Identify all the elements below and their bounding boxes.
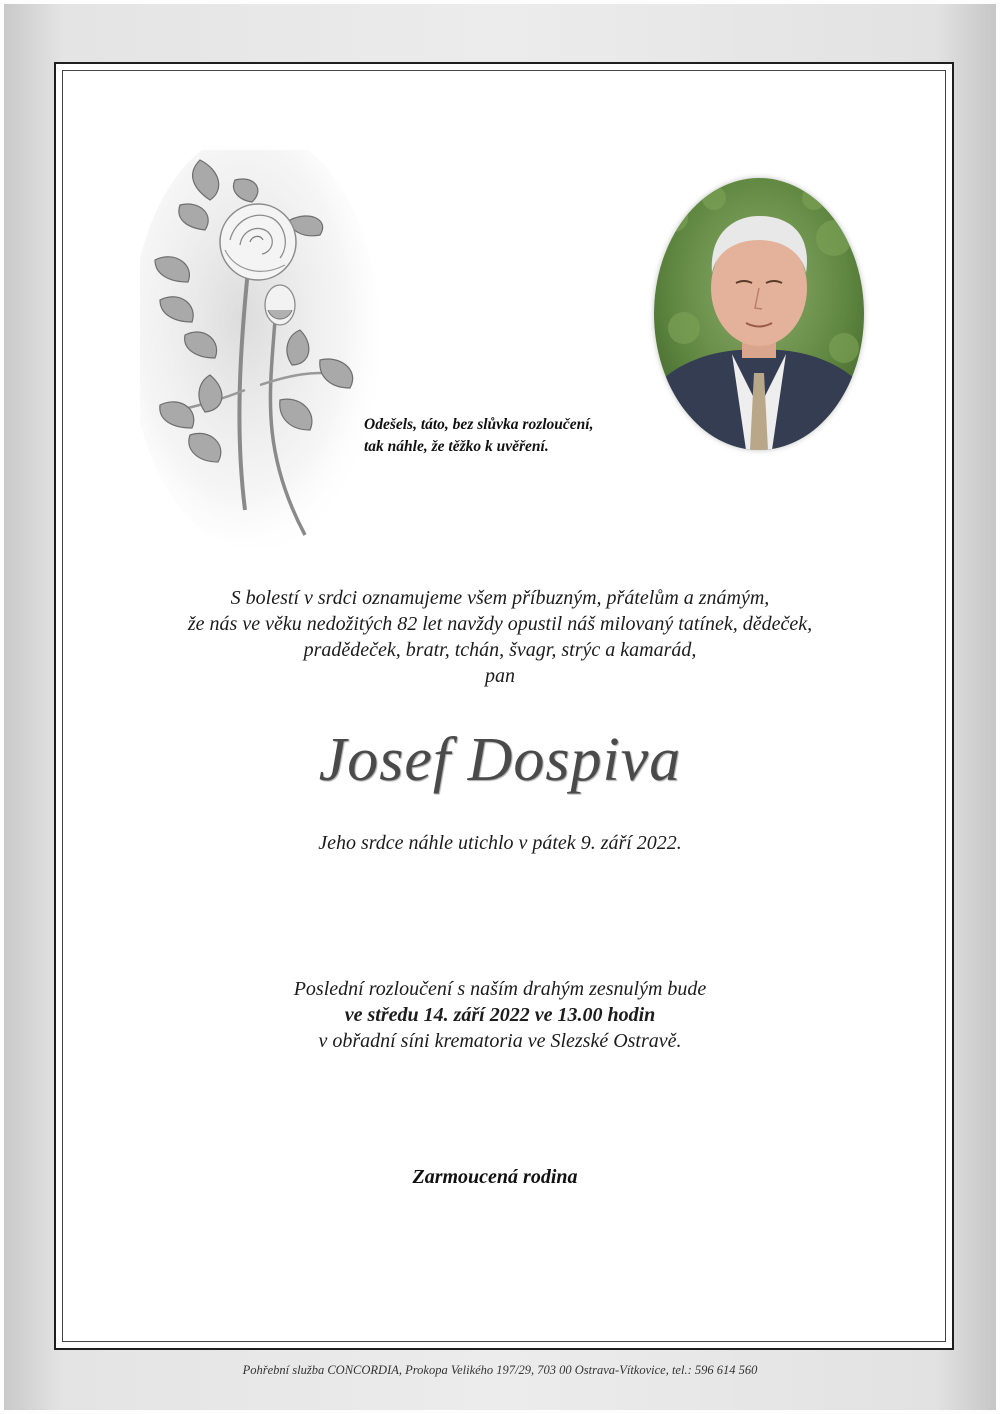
portrait-photo	[654, 178, 864, 450]
funeral-details	[100, 976, 900, 1054]
funeral-date-time: ve středu 14. září 2022 ve 13.00 hodin	[344, 1004, 656, 1026]
funeral-location: v obřadní síni krematoria ve Slezské Ostravě.	[318, 1030, 682, 1052]
announcement-line: S bolestí v srdci oznamujeme všem příbuzným, přátelům a známým,	[230, 587, 770, 609]
funeral-line: Poslední rozloučení s naším drahým zesnulým bude	[293, 978, 707, 1000]
verse-line: tak náhle, že těžko k uvěření.	[364, 438, 549, 455]
deceased-name: Josef Dospiva	[318, 726, 682, 794]
memorial-verse	[364, 414, 664, 458]
announcement-line: pradědeček, bratr, tchán, švagr, strýc a kamarád,	[303, 639, 697, 661]
announcement-text	[100, 585, 900, 689]
announcement-line: že nás ve věku nedožitých 82 let navždy opustil náš milovaný tatínek, dědeček,	[187, 613, 813, 635]
announcement-line: pan	[485, 665, 515, 687]
family-signature: Zarmoucená rodina	[412, 1166, 578, 1188]
funeral-service-footer: Pohřební služba CONCORDIA, Prokopa Velikého 197/29, 703 00 Ostrava-Vítkovice, tel.: 596 614 560	[242, 1363, 758, 1377]
rose-illustration-icon	[140, 150, 380, 550]
death-notice: Jeho srdce náhle utichlo v pátek 9. září 2022.	[318, 832, 682, 854]
verse-line: Odešels, táto, bez slůvka rozloučení,	[364, 416, 594, 433]
